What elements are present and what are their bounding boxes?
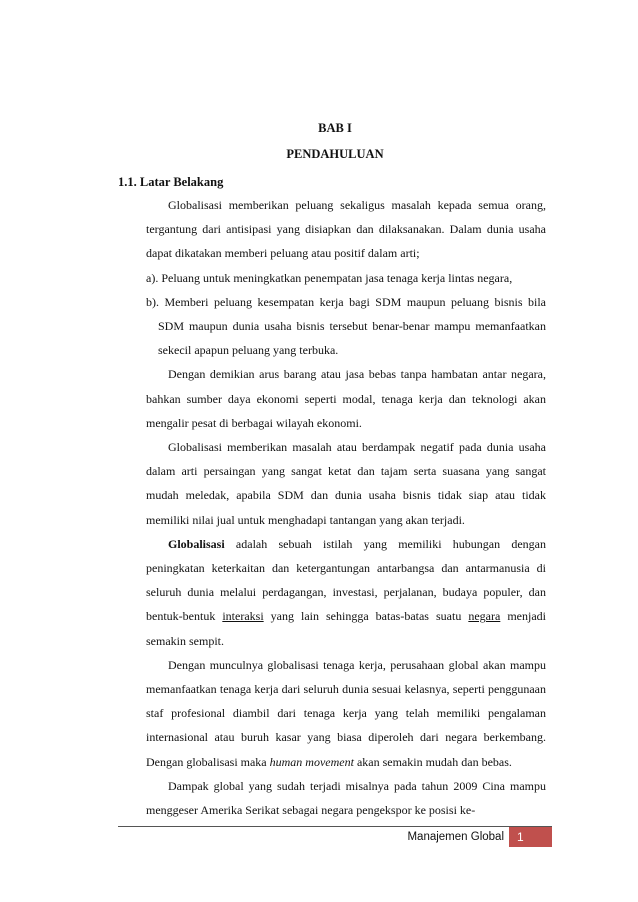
paragraph-global-impact: Dampak global yang sudah terjadi misalnya pada tahun 2009 Cina mampu menggeser Amerika Serikat sebagai negara pengekspor ke posisi ke- — [146, 778, 546, 818]
definition-text-3: menjadi semakin sempit. — [146, 609, 546, 648]
link-interaksi[interactable]: interaksi — [222, 609, 264, 624]
list-item-b: b). Memberi peluang kesempatan kerja bagi SDM maupun peluang bisnis bila SDM maupun dunia usaha bisnis tersebut benar-benar mampu memanfaatkan sekecil apapun peluang yang terbuka. — [146, 294, 546, 358]
paragraph-negative-impact: Globalisasi memberikan masalah atau berdampak negatif pada dunia usaha dalam arti persaingan yang sangat ketat dan tajam serta suasana yang sangat mudah meledak, apabila SDM dan dunia usaha bisnis tidak siap atau tidak memiliki nilai jual untuk menghadapi tantangan yang akan terjadi. — [146, 440, 546, 527]
chapter-number: BAB I — [318, 121, 352, 135]
definition-text-1: adalah sebuah istilah yang memiliki hubungan dengan peningkatan keterkaitan dan ketergantungan antarbangsa dan antarmanusia di seluruh dunia melalui perdagangan, investasi, perjalanan, budaya populer, dan bentuk-bentuk — [146, 536, 546, 624]
chapter-title: PENDAHULUAN — [286, 147, 384, 161]
body-text — [146, 193, 546, 822]
labor-text-1: Dengan munculnya globalisasi tenaga kerja, perusahaan global akan mampu memanfaatkan tenaga kerja dari seluruh dunia sesuai kelasnya, seperti penggunaan staf profesional diambil dari tenaga kerja yang telah memiliki pengalaman internasional atau buruh kasar yang biasa diperoleh dari negara berkembang. Dengan globalisasi maka — [146, 657, 546, 769]
paragraph-labor — [146, 653, 546, 774]
term-globalisasi: Globalisasi — [168, 536, 225, 551]
list-item-a: a). Peluang untuk meningkatkan penempatan jasa tenaga kerja lintas negara, — [146, 270, 513, 285]
paragraph-definition — [146, 532, 546, 653]
footer-label: Manajemen Global — [407, 831, 504, 843]
page-number-badge: 1 — [509, 827, 552, 847]
paragraph-intro: Globalisasi memberikan peluang sekaligus masalah kepada semua orang, tergantung dari antisipasi yang disiapkan dan dilaksanakan. Dalam dunia usaha dapat dikatakan memberi peluang atau positif dalam arti; — [146, 198, 546, 261]
link-negara[interactable]: negara — [468, 609, 501, 624]
paragraph-free-flow: Dengan demikian arus barang atau jasa bebas tanpa hambatan antar negara, bahkan sumber daya ekonomi seperti modal, tenaga kerja dan teknologi akan mengalir pesat di berbagai wilayah ekonomi. — [146, 367, 546, 430]
definition-text-2: yang lain sehingga batas-batas suatu — [263, 609, 469, 624]
labor-text-2: akan semakin mudah dan bebas. — [353, 754, 512, 769]
section-heading: 1.1. Latar Belakang — [118, 175, 224, 189]
term-human-movement: human movement — [269, 754, 354, 769]
